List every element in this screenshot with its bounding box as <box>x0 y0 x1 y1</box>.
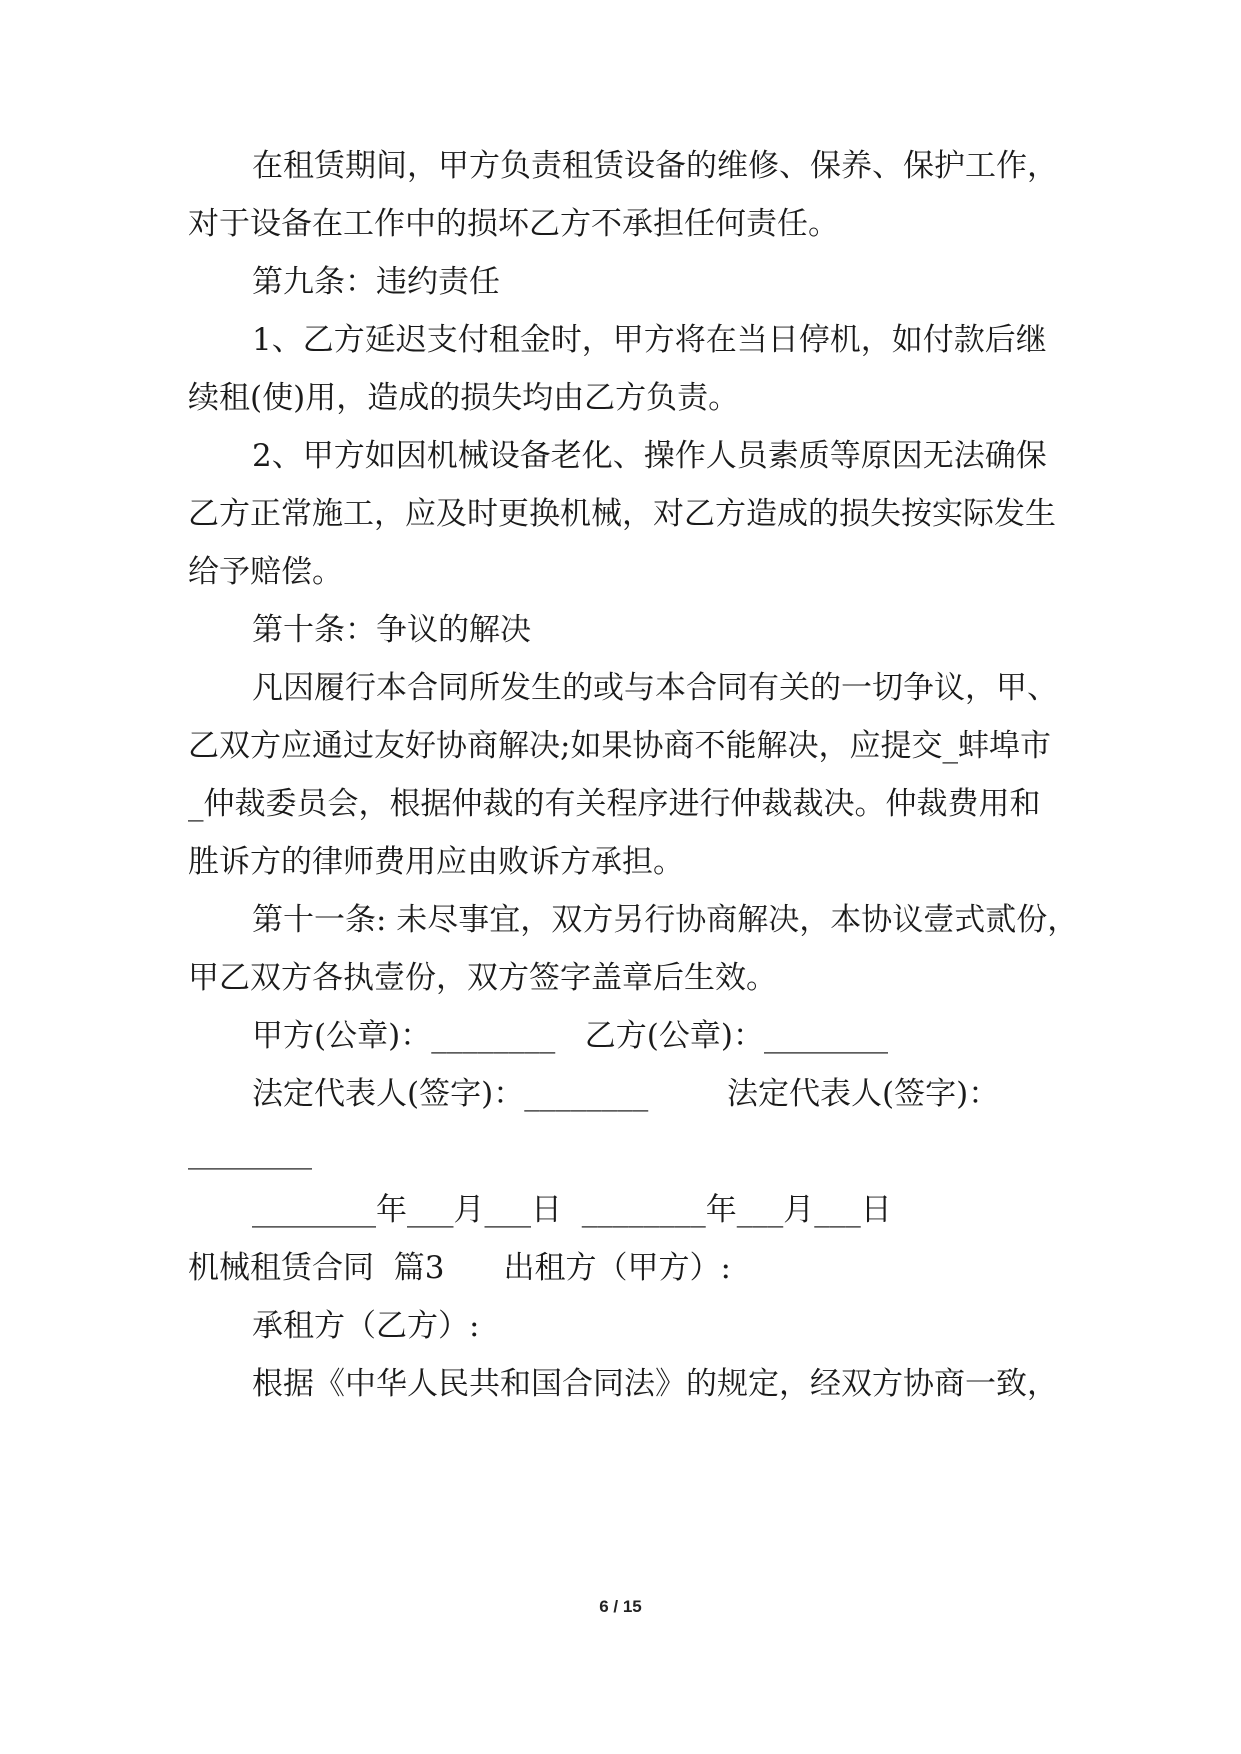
paragraph-line: 承租方（乙方）: <box>252 1308 480 1344</box>
paragraph-line: 1、乙方延迟支付租金时，甲方将在当日停机，如付款后继 <box>252 322 1047 358</box>
page-number: 6 / 15 <box>599 1597 642 1616</box>
paragraph-line: 2、甲方如因机械设备老化、操作人员素质等原因无法确保 <box>252 438 1047 474</box>
paragraph-line: 甲乙双方各执壹份，双方签字盖章后生效。 <box>188 960 777 996</box>
paragraph-line: _仲裁委员会，根据仲裁的有关程序进行仲裁裁决。仲裁费用和 <box>188 786 1041 822</box>
paragraph-line: 续租(使)用，造成的损失均由乙方负责。 <box>188 380 740 416</box>
paragraph-line: 在租赁期间，甲方负责租赁设备的维修、保养、保护工作， <box>252 148 1058 184</box>
paragraph-line: 根据《中华人民共和国合同法》的规定，经双方协商一致， <box>252 1366 1058 1402</box>
paragraph-line: 胜诉方的律师费用应由败诉方承担。 <box>188 844 684 880</box>
section-heading: 第十条：争议的解决 <box>252 612 531 648</box>
paragraph-line: 凡因履行本合同所发生的或与本合同有关的一切争议，甲、 <box>252 670 1058 706</box>
paragraph-line: 乙方正常施工，应及时更换机械，对乙方造成的损失按实际发生 <box>188 496 1056 532</box>
paragraph-line: 对于设备在工作中的损坏乙方不承担任何责任。 <box>188 206 839 242</box>
signature-line: 甲方(公章)：________ 乙方(公章)：________ <box>252 1018 888 1054</box>
paragraph-line: 机械租赁合同 篇3 出租方（甲方）: <box>188 1250 731 1286</box>
section-heading: 第九条：违约责任 <box>252 264 500 300</box>
paragraph-line: 给予赔偿。 <box>188 554 343 590</box>
date-line: ________年___月___日 ________年___月___日 <box>252 1192 892 1228</box>
signature-line: ________ <box>188 1134 312 1170</box>
signature-line: 法定代表人(签字)：________ 法定代表人(签字)： <box>252 1076 1000 1112</box>
paragraph-line: 第十一条: 未尽事宜，双方另行协商解决，本协议壹式贰份， <box>252 902 1079 938</box>
paragraph-line: 乙双方应通过友好协商解决;如果协商不能解决，应提交_蚌埠市 <box>188 728 1051 764</box>
